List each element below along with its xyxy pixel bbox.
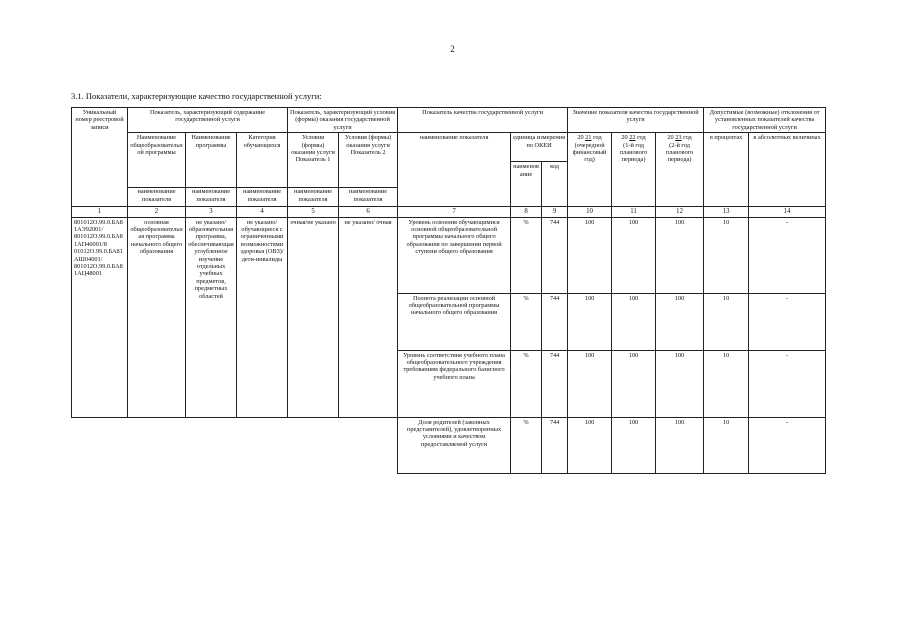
indicator-year-1: 100 <box>568 417 612 473</box>
header-program-kind: Наименование общеобразовательной программы наименование показателя <box>128 133 186 207</box>
indicator-dev-absolute: - <box>749 350 826 417</box>
column-number: 6 <box>339 207 398 217</box>
column-number: 4 <box>237 207 288 217</box>
indicator-name: Уровень соответствия учебного плана общеобразовательного учреждения требованиям федерального базисного учебного плана <box>398 350 511 417</box>
indicator-name: Доля родителей (законных представителей), удовлетворенных условиями и качеством предоставляемой услуги <box>398 417 511 473</box>
indicator-year-2: 100 <box>612 293 656 350</box>
indicator-dev-percent: 10 <box>704 217 749 293</box>
indicator-code: 744 <box>542 217 568 293</box>
indicator-name: Полнота реализации основной общеобразовательной программы начального общего образования <box>398 293 511 350</box>
indicator-code: 744 <box>542 417 568 473</box>
header-year-3: 20 23 год (2-й год планового периода) <box>656 133 704 207</box>
column-number: 2 <box>128 207 186 217</box>
quality-indicators-table <box>71 107 826 474</box>
record-condition-1: очная/не указано <box>288 217 339 417</box>
indicator-year-3: 100 <box>656 417 704 473</box>
page-number: 2 <box>450 44 455 54</box>
column-number: 5 <box>288 207 339 217</box>
column-number: 11 <box>612 207 656 217</box>
record-program-name: не указано/ образовательная программа, обеспечивающая углубленное изучение отдельных учебных предметов, предметных областей <box>186 217 237 417</box>
header-condition-1: Условия (формы) оказания услуги Показатель 1 наименование показателя <box>288 133 339 207</box>
indicator-name: Уровень освоения обучающимися основной общеобразовательной программы начального общего образования по завершении первой ступени общего образования <box>398 217 511 293</box>
header-year-1: 20 21 год (очередной финансовый год) <box>568 133 612 207</box>
column-number: 9 <box>542 207 568 217</box>
indicator-year-2: 100 <box>612 217 656 293</box>
header-conditions-group: Показатель, характеризующий условия (формы) оказания государственной услуги <box>288 108 398 133</box>
header-category: Категория обучающихся наименование показателя <box>237 133 288 207</box>
indicator-unit: % <box>511 350 542 417</box>
column-number: 14 <box>749 207 826 217</box>
indicator-year-3: 100 <box>656 293 704 350</box>
header-value-group: Значение показателя качества государственной услуги <box>568 108 704 133</box>
table-row <box>72 217 826 293</box>
indicator-dev-percent: 10 <box>704 293 749 350</box>
record-unique-number: 801012О.99.0.БА81АЭ92001/ 801012О.99.0.БА81АП40001/8 01012О.99.0.БА81АШ04001/ 801012О.99.0.БА81АЦ48001 <box>72 217 128 417</box>
header-unit-name: наименование <box>511 162 542 207</box>
record-category: не указано/обучающиеся с ограниченными возможностями здоровья (ОВЗ)/дети-инвалиды <box>237 217 288 417</box>
indicator-code: 744 <box>542 350 568 417</box>
column-number: 7 <box>398 207 511 217</box>
indicator-year-2: 100 <box>612 417 656 473</box>
header-unit-okei: единица измерения по ОКЕИ <box>511 133 568 162</box>
header-unique-number: Уникальный номер реестровой записи <box>72 108 128 207</box>
header-unit-code: код <box>542 162 568 207</box>
indicator-unit: % <box>511 417 542 473</box>
column-number: 1 <box>72 207 128 217</box>
indicator-year-3: 100 <box>656 350 704 417</box>
indicator-year-1: 100 <box>568 217 612 293</box>
column-number: 13 <box>704 207 749 217</box>
record-program-kind: основная общеобразовательная программа начального общего образования <box>128 217 186 417</box>
header-deviation-group: Допустимые (возможные) отклонения от установленных показателей качества государственной услуги <box>704 108 826 133</box>
header-category-name-label: наименование показателя <box>237 187 287 204</box>
column-number: 10 <box>568 207 612 217</box>
indicator-year-2: 100 <box>612 350 656 417</box>
indicator-dev-absolute: - <box>749 293 826 350</box>
indicator-unit: % <box>511 293 542 350</box>
indicator-code: 744 <box>542 293 568 350</box>
header-indicator-name: наименование показателя <box>398 133 511 207</box>
header-condition-1-name-label: наименование показателя <box>288 187 338 204</box>
indicator-year-3: 100 <box>656 217 704 293</box>
column-number: 8 <box>511 207 542 217</box>
record-condition-2: не указано/ очная <box>339 217 398 417</box>
header-program-kind-name-label: наименование показателя <box>128 187 185 204</box>
header-program-name-name-label: наименование показателя <box>186 187 236 204</box>
header-dev-absolute: в абсолютных величинах <box>749 133 826 207</box>
header-year-2: 20 22 год (1-й год планового периода) <box>612 133 656 207</box>
indicator-year-1: 100 <box>568 293 612 350</box>
empty-region <box>72 417 398 473</box>
indicator-unit: % <box>511 217 542 293</box>
header-condition-2-name-label: наименование показателя <box>339 187 397 204</box>
header-program-name: Наименование программы наименование показателя <box>186 133 237 207</box>
indicator-year-1: 100 <box>568 350 612 417</box>
indicator-dev-percent: 10 <box>704 417 749 473</box>
header-dev-percent: в процентах <box>704 133 749 207</box>
header-condition-2: Условия (формы) оказания услуги Показатель 2 наименование показателя <box>339 133 398 207</box>
header-quality-group: Показатель качества государственной услуги <box>398 108 568 133</box>
header-content-group: Показатель, характеризующий содержание государственной услуги <box>128 108 288 133</box>
table-row <box>72 417 826 473</box>
indicator-dev-absolute: - <box>749 417 826 473</box>
section-heading: 3.1. Показатели, характеризующие качество государственной услуги: <box>71 91 322 101</box>
column-number: 3 <box>186 207 237 217</box>
indicator-dev-absolute: - <box>749 217 826 293</box>
column-number: 12 <box>656 207 704 217</box>
indicator-dev-percent: 10 <box>704 350 749 417</box>
